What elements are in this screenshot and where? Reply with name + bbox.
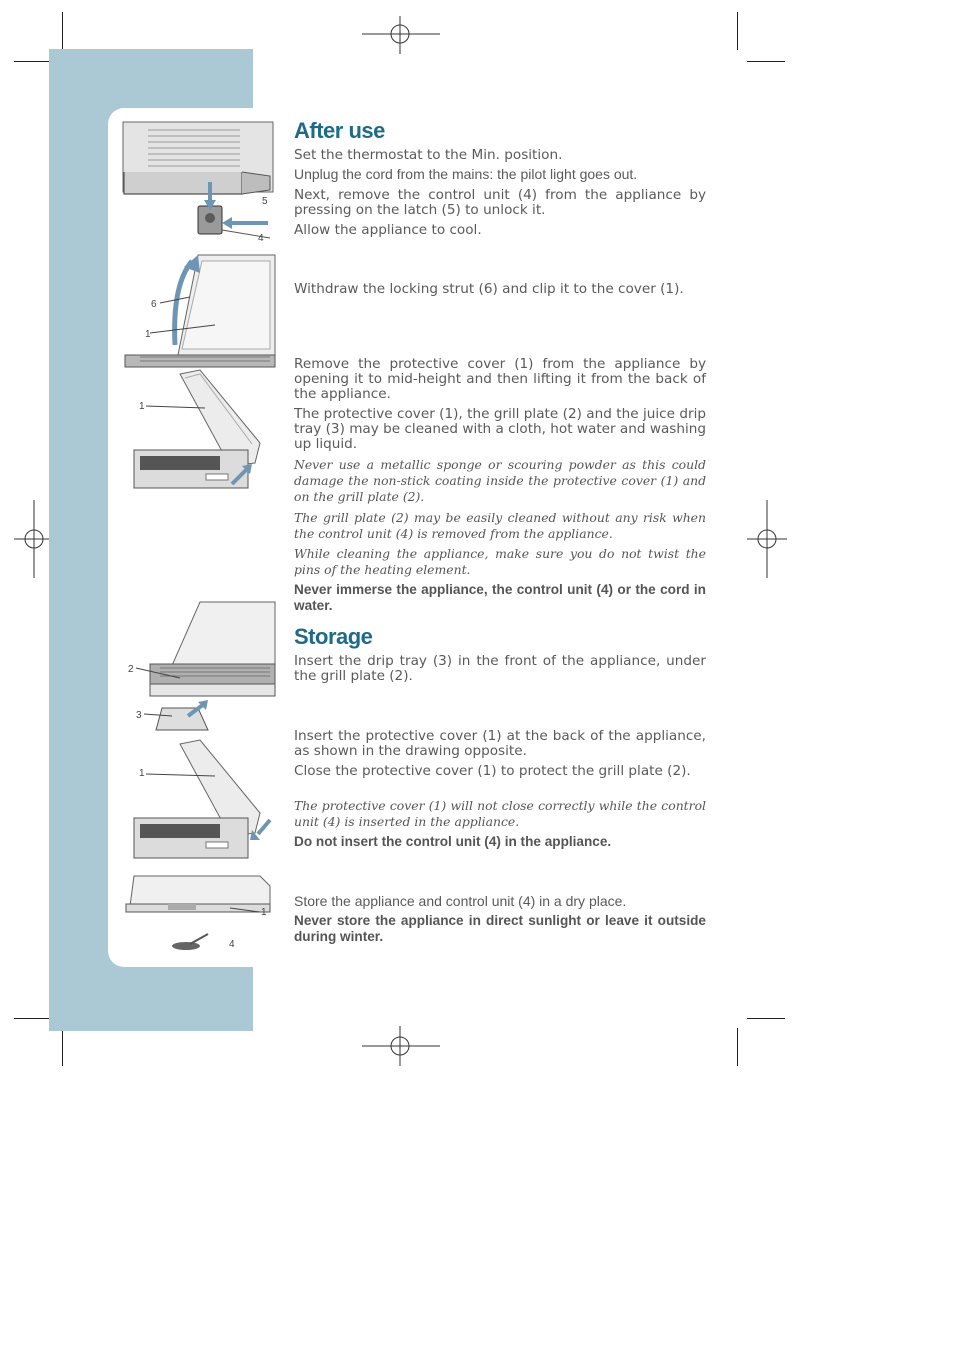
instruction-text: Insert the drip tray (3) in the front of the appliance, under the grill plate (2). <box>294 653 706 684</box>
figure-label: 6 <box>151 299 157 310</box>
figure-label: 1 <box>139 401 145 412</box>
instruction-text: Store the appliance and control unit (4) in a dry place. <box>294 893 627 909</box>
figure-drip-tray <box>120 600 280 740</box>
registration-mark-top <box>362 16 440 54</box>
figure-locking-strut <box>120 245 280 370</box>
figure-remove-cover <box>120 368 280 493</box>
warning-bold: Do not insert the control unit (4) in the appliance. <box>294 834 612 849</box>
figure-label: 1 <box>261 907 267 918</box>
instruction-text: Set the thermostat to the Min. position. <box>294 147 563 163</box>
figure-label: 5 <box>262 196 268 207</box>
section-title-storage: Storage <box>294 624 373 649</box>
registration-mark-left <box>14 500 54 578</box>
figure-label: 2 <box>128 664 134 675</box>
figure-control-unit-removal <box>120 120 280 245</box>
registration-mark-right <box>747 500 787 578</box>
instruction-text: The protective cover (1), the grill plate (2) and the juice drip tray (3) may be cleaned with a cloth, hot water and washing up liquid. <box>294 406 706 452</box>
figure-label: 1 <box>145 329 151 340</box>
instruction-text: Remove the protective cover (1) from the appliance by opening it to mid-height and then lifting it from the back of the appliance. <box>294 356 706 402</box>
section-title-after-use: After use <box>294 118 385 143</box>
instruction-text: Withdraw the locking strut (6) and clip it to the cover (1). <box>294 281 684 297</box>
warning-bold: Never immerse the appliance, the control unit (4) or the cord in water. <box>294 582 706 613</box>
warning-note: While cleaning the appliance, make sure you do not twist the pins of the heating element. <box>294 546 706 577</box>
warning-note: The protective cover (1) will not close correctly while the control unit (4) is inserted in the appliance. <box>294 798 706 829</box>
instruction-text: Next, remove the control unit (4) from the appliance by pressing on the latch (5) to unlock it. <box>294 187 706 218</box>
figure-insert-cover <box>120 738 280 863</box>
instruction-text: Insert the protective cover (1) at the back of the appliance, as shown in the drawing opposite. <box>294 728 706 759</box>
warning-bold: Never store the appliance in direct sunlight or leave it outside during winter. <box>294 913 706 944</box>
figure-label: 4 <box>258 233 264 244</box>
instruction-text: Allow the appliance to cool. <box>294 222 482 238</box>
figure-label: 3 <box>136 710 142 721</box>
figure-label: 4 <box>229 939 235 950</box>
warning-note: The grill plate (2) may be easily cleaned without any risk when the control unit (4) is removed from the appliance. <box>294 510 706 541</box>
instruction-text: Unplug the cord from the mains: the pilot light goes out. <box>294 166 638 182</box>
registration-mark-bottom <box>362 1026 440 1066</box>
figure-storage <box>120 868 280 958</box>
figure-label: 1 <box>139 768 145 779</box>
instruction-text: Close the protective cover (1) to protect the grill plate (2). <box>294 763 691 779</box>
warning-note: Never use a metallic sponge or scouring powder as this could damage the non-stick coating inside the protective cover (1) and on the grill plate (2). <box>294 457 706 504</box>
